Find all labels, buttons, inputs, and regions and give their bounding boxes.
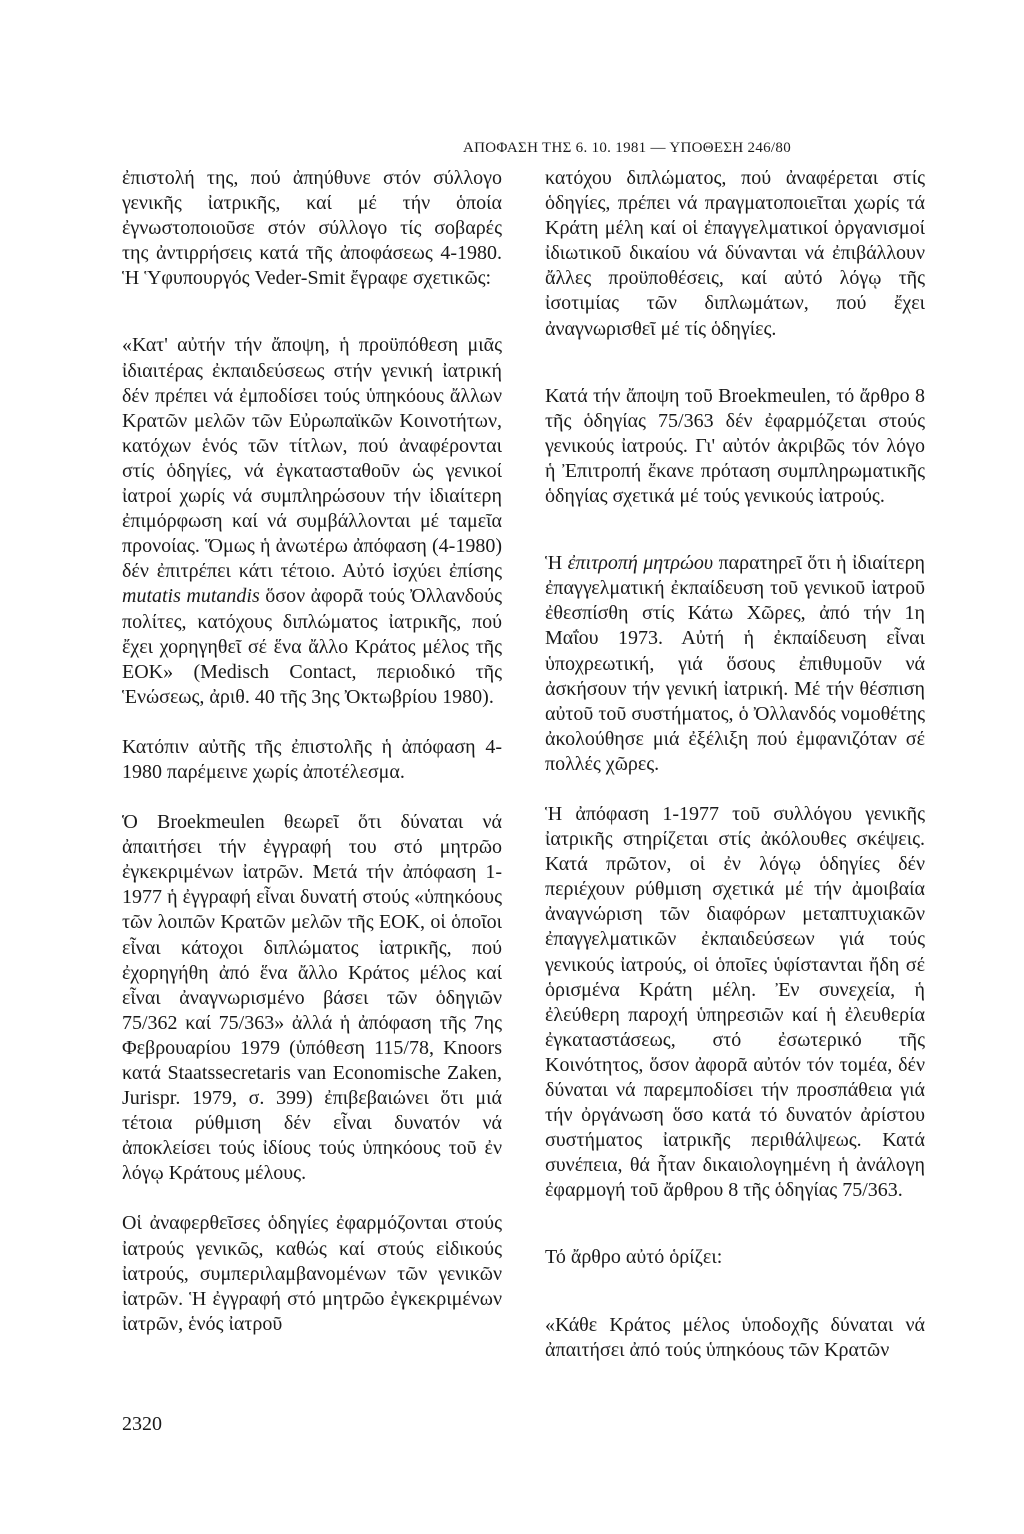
- page-number: 2320: [122, 1413, 162, 1435]
- paragraph-text: Ἡ: [545, 552, 563, 575]
- paragraph: Τό ἄρθρο αὐτό ὁρίζει:: [545, 1246, 723, 1269]
- paragraph: [122, 166, 502, 291]
- right-column: [545, 166, 925, 1363]
- paragraph: [545, 551, 925, 777]
- paragraph: Ἡ ἀπόφαση 1-1977 τοῦ συλλόγου γενικῆς ἰατρικῆς στηρίζεται στίς ἀκόλουθες σκέψεις. Κατά πρῶτον, οἱ ἐν λόγῳ ὁδηγίες δέν περιέχουν ρύθμιση σχετικά μέ τήν ἀμοιβαία ἀναγνώριση τῶν διαφόρων μεταπτυχιακῶν ἐπαγγελματικῶν ἐκπαιδεύσεων γιά τούς γενικούς ἰατρούς, οἱ ὁποῖες ὑφίστανται ἤδη σέ ὁρισμένα Κράτη μέλη. Ἐν συνεχεία, ἡ ἐλεύθερη παροχή ὑπηρεσιῶν καί ἡ ἐλευθερία ἐγκαταστάσεως, στό ἐσωτερικό τῆς Κοινότητος, ὅσον ἀφορᾶ αὐτόν τόν τομέα, δέν δύναται νά παρεμποδίσει τήν προσπάθεια γιά τήν ὀργάνωση ὅσο κατά τό δυνατόν ἀρίστου συστήματος ἰατρικῆς περιθάλψεως. Κατά συνέπεια, θά ἦταν δικαιολογημένη ἡ ἀνάλογη ἐφαρμογή τοῦ ἄρθρου 8 τῆς ὁδηγίας 75/363.: [545, 802, 925, 1202]
- running-header: ΑΠΟΦΑΣΗ ΤΗΣ 6. 10. 1981 — ΥΠΟΘΕΣΗ 246/80: [462, 140, 791, 156]
- paragraph-text: «Κατ' αὐτήν τήν ἄποψη, ἡ προϋπόθεση μιᾶς ἰδιαιτέρας ἐκπαιδεύσεως στήν γενική ἰατρική δέν πρέπει νά ἐμποδίσει τούς ὑπηκόους ἄλλων Κρατῶν μελῶν τῶν Εὐρωπαϊκῶν Κοινοτήτων, κατόχων ἑνός τῶν τίτλων, πού ἀναφέρονται στίς ὁδηγίες, νά ἐγκατασταθοῦν ὡς γενικοί ἰατροί χωρίς νά συμπληρώσουν τήν ἰδιαίτερη ἐπιμόρφωση καί νά συμβάλλονται μέ ταμεῖα προνοίας. Ὅμως ἡ ἀνωτέρω ἀπόφαση (4-1980) δέν ἐπιτρέπει κάτι τέτοιο. Αὐτό ἰσχύει ἐπίσης: [122, 334, 502, 583]
- paragraph: Ὁ Broekmeulen θεωρεῖ ὅτι δύναται νά ἀπαιτήσει τήν ἐγγραφή του στό μητρῶο ἐγκεκριμένων ἰατρῶν. Μετά τήν ἀπόφαση 1-1977 ἡ ἐγγραφή εἶναι δυνατή στούς «ὑπηκόους τῶν λοιπῶν Κρατῶν μελῶν τῆς ΕΟΚ, οἱ ὁποῖοι εἶναι κάτοχοι διπλώματος ἰατρικῆς, πού ἐχορηγήθη ἀπό ἕνα ἄλλο Κράτος μέλος καί εἶναι ἀναγνωρισμένο βάσει τῶν ὁδηγιῶν 75/362 καί 75/363» ἀλλά ἡ ἀπόφαση τῆς 7ης Φεβρουαρίου 1979 (ὑπόθεση 115/78, Knoors κατά Staatssecretaris van Economische Zaken, Jurispr. 1979, σ. 399) ἐπιβεβαιώνει ὅτι μιά τέτοια ρύθμιση δέν εἶναι δυνατόν νά ἀποκλείσει τούς ἰδίους τούς ὑπηκόους τοῦ ἐν λόγῳ Κράτους μέλους.: [122, 811, 502, 1185]
- paragraph: κατόχου διπλώματος, πού ἀναφέρεται στίς ὁδηγίες, πρέπει νά πραγματοποιεῖται χωρίς τά Κράτη μέλη καί οἱ ἐπαγγελματικοί ὀργανισμοί ἰδιωτικοῦ δικαίου νά δύνανται νά ἐπιβάλλουν ἄλλες προϋποθέσεις, καί αὐτό λόγῳ τῆς ἰσοτιμίας τῶν διπλωμάτων, πού ἔχει ἀναγνωρισθεῖ μέ τίς ὁδηγίες.: [545, 167, 925, 340]
- quote-paragraph: «Κάθε Κράτος μέλος ὑποδοχῆς δύναται νά ἀπαιτήσει ἀπό τούς ὑπηκόους τῶν Κρατῶν: [545, 1313, 925, 1361]
- paragraph-text: ἐπιστολή της, πού ἀπηύθυνε στόν σύλλογο γενικῆς ἰατρικῆς, καί μέ τήν ὁποία ἐγνωστοποιοῦσε στόν σύλλογο τίς σοβαρές της ἀντιρρήσεις κατά τῆς ἀποφάσεως 4-1980.: [122, 167, 502, 265]
- quote-paragraph: [122, 333, 502, 709]
- paragraph: Κατά τήν ἄποψη τοῦ Broekmeulen, τό ἄρθρο 8 τῆς ὁδηγίας 75/363 δέν ἐφαρμόζεται στούς γενικούς ἰατρούς. Γι' αὐτόν ἀκριβῶς τόν λόγο ἡ Ἐπιτροπή ἔκανε πρόταση συμπληρωματικῆς ὁδηγίας σχετικά μέ τούς γενικούς ἰατρούς.: [545, 384, 925, 508]
- paragraph: Κατόπιν αὐτῆς τῆς ἐπιστολῆς ἡ ἀπόφαση 4-1980 παρέμεινε χωρίς ἀποτέλεσμα.: [122, 735, 502, 783]
- paragraph-text: παρατηρεῖ ὅτι ἡ ἰδιαίτερη ἐπαγγελματική ἐκπαίδευση τοῦ γενικοῦ ἰατροῦ ἐθεσπίσθη στίς Κάτω Χῶρες, ἀπό τήν 1η Μαΐου 1973. Αὐτή ἡ ἐκπαίδευση εἶναι ὑποχρεωτική, γιά ὅσους ἐπιθυμοῦν νά ἀσκήσουν τήν γενική ἰατρική. Μέ τήν θέσπιση αὐτοῦ τοῦ συστήματος, ὁ Ὀλλανδός νομοθέτης ἀκολούθησε μιά ἐξέλιξη πού ἐμφανιζόταν σέ πολλές χῶρες.: [545, 552, 926, 775]
- paragraph-text: ὅσον ἀφορᾶ τούς Ὀλλανδούς πολίτες, κατόχους διπλώματος ἰατρικῆς, πού ἔχει χορηγηθεῖ σέ ἕνα ἄλλο Κράτος μέλος τῆς ΕΟΚ» (Medisch Contact, περιοδικό τῆς Ἑνώσεως, ἀριθ. 40 τῆς 3ης Ὀκτωβρίου 1980).: [122, 585, 502, 708]
- italic-phrase: ἐπιτροπή μητρώου: [567, 552, 714, 575]
- italic-phrase: mutatis mutandis: [122, 585, 260, 608]
- paragraph: Οἱ ἀναφερθεῖσες ὁδηγίες ἐφαρμόζονται στούς ἰατρούς γενικῶς, καθώς καί στούς εἰδικούς ἰατρούς, συμπεριλαμβανομένων τῶν γενικῶν ἰατρῶν. Ἡ ἐγγραφή στό μητρῶο ἐγκεκριμένων ἰατρῶν, ἑνός ἰατροῦ: [122, 1212, 502, 1335]
- paragraph-text: Ἡ Ὑφυπουργός Veder-Smit ἔγραφε σχετικῶς:: [122, 267, 492, 290]
- left-column: [122, 166, 502, 1337]
